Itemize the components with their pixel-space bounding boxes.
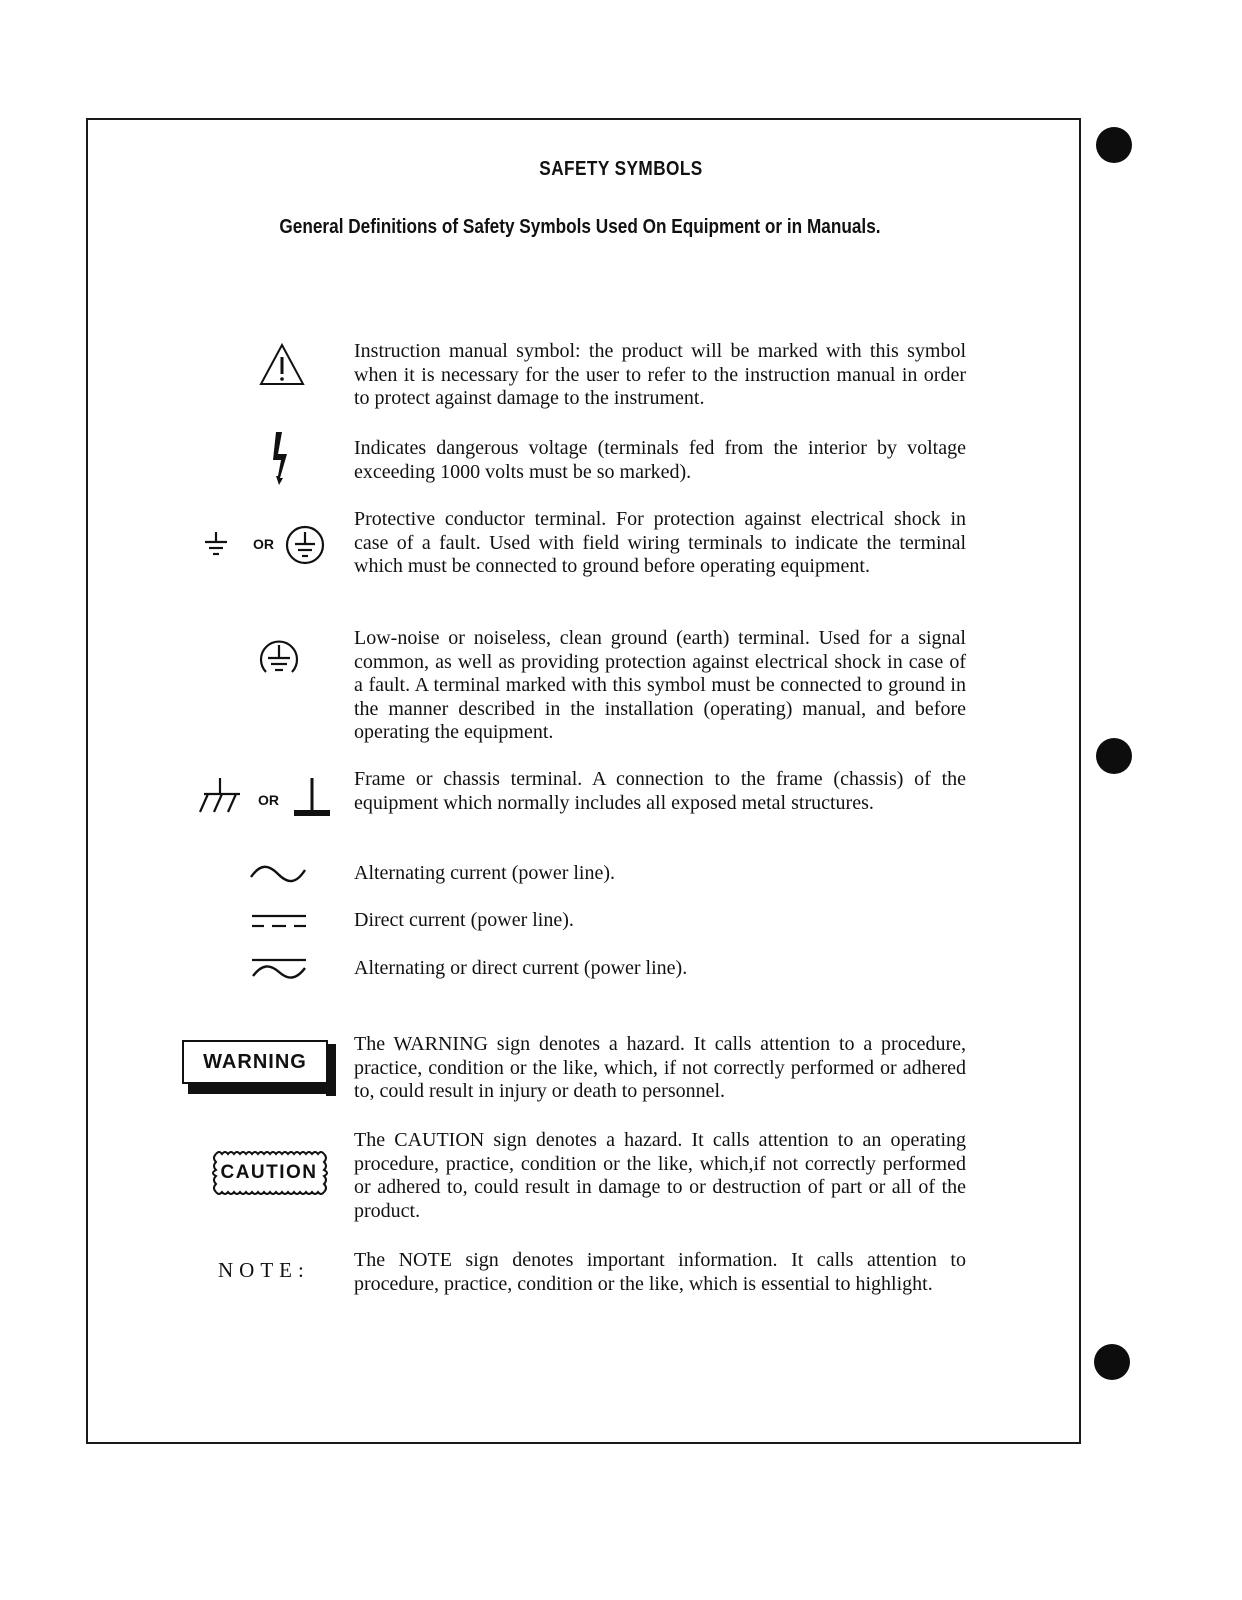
binder-hole-middle [1096,738,1132,774]
clean-ground-icon [256,636,302,682]
page-subtitle: General Definitions of Safety Symbols Used On Equipment or in Manuals. [279,216,881,238]
entry-clean-ground: Low-noise or noiseless, clean ground (earth) terminal. Used for a signal common, as well as providing protection against electrical shock in case of a fault. A terminal marked with this symbol must be connected to ground in the manner described in the installation (operating) manual, and before operating the equipment. [354,627,966,743]
chassis-ground-icon [196,776,246,816]
entry-frame-chassis: Frame or chassis terminal. A connection to the frame (chassis) of the equipment which normally includes all exposed metal structures. [354,768,966,814]
caution-label: CAUTION [220,1162,318,1183]
dc-icon [250,910,308,932]
binder-hole-bottom [1094,1344,1130,1380]
page-title: SAFETY SYMBOLS [539,158,703,180]
frame-terminal-icon [290,776,334,818]
entry-note: The NOTE sign denotes important information. It calls attention to procedure, practice, condition or the like, which is essential to highlight. [354,1249,966,1295]
warning-label: WARNING [182,1040,328,1084]
caution-sign [210,1150,328,1196]
entry-instruction-manual: Instruction manual symbol: the product will be marked with this symbol when it is necessary for the user to refer to the instruction manual in order to protect against damage to the instrument. [354,340,966,409]
ac-dc-icon [250,956,308,984]
entry-caution: The CAUTION sign denotes a hazard. It calls attention to an operating procedure, practice, condition or the like, which,if not correctly performed or adhered to, could result in damage to or destruction of part or all of the product. [354,1129,966,1222]
entry-ac: Alternating current (power line). [354,862,616,884]
warning-sign [182,1040,336,1096]
ac-icon [248,862,308,886]
entry-protective-conductor: Protective conductor terminal. For protection against electrical shock in case of a fault. Used with field wiring terminals to indicate the terminal which must be connected to ground before operating equipment. [354,508,966,577]
entry-ac-dc: Alternating or direct current (power line). [354,957,688,979]
entry-dangerous-voltage: Indicates dangerous voltage (terminals fed from the interior by voltage exceeding 1000 volts must be so marked). [354,437,966,483]
or-label: OR [258,792,279,808]
warning-sign-shadow [188,1084,336,1094]
warning-triangle-icon [258,342,306,388]
note-label: NOTE: [218,1258,310,1282]
protective-ground-icon [284,524,326,566]
entry-warning: The WARNING sign denotes a hazard. It calls attention to a procedure, practice, condition or the like, which, if not correctly performed or adhered to, could result in injury or death to personnel. [354,1033,966,1102]
lightning-bolt-icon [270,430,292,486]
ground-icon [202,530,230,558]
entry-dc: Direct current (power line). [354,909,574,931]
or-label: OR [253,536,274,552]
